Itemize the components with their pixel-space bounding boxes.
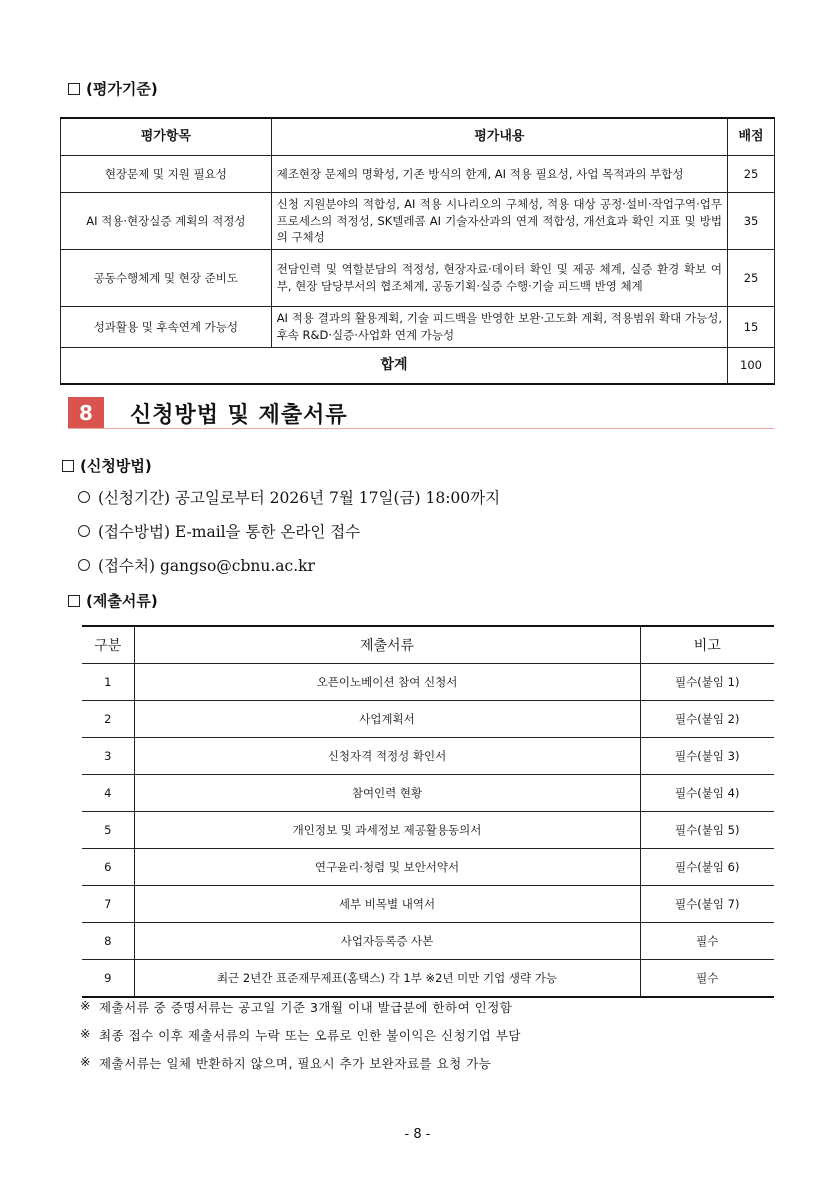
docs-row	[82, 664, 774, 701]
docs-no: 1	[82, 664, 134, 701]
docs-no: 5	[82, 812, 134, 849]
note-mark: ※	[80, 998, 91, 1013]
eval-row	[61, 307, 775, 348]
docs-heading	[68, 590, 158, 611]
eval-score: 25	[728, 156, 775, 193]
docs-no: 8	[82, 923, 134, 960]
evaluation-table	[60, 117, 775, 385]
docs-header-note: 비고	[640, 626, 774, 664]
apply-item-text: (신청기간) 공고일로부터 2026년 7월 17일(금) 18:00까지	[98, 489, 501, 507]
eval-content: 신청 지원분야의 적합성, AI 적용 시나리오의 구체성, 적용 대상 공정·설비·작업구역·업무 프로세스의 적정성, SK텔레콤 AI 기술자산과의 연계 적합성, 개선효과 확인 지표 및 방법의 구체성	[271, 193, 727, 250]
docs-no: 2	[82, 701, 134, 738]
docs-note: 필수(붙임 5)	[640, 812, 774, 849]
docs-row	[82, 812, 774, 849]
criteria-heading-text: (평가기준)	[86, 80, 158, 98]
docs-no: 3	[82, 738, 134, 775]
note-text: 제출서류는 일체 반환하지 않으며, 필요시 추가 보완자료를 요청 가능	[98, 1056, 492, 1071]
docs-note: 필수(붙임 6)	[640, 849, 774, 886]
note-item	[80, 998, 512, 1016]
checkbox-square-icon	[68, 595, 80, 607]
docs-no: 9	[82, 960, 134, 998]
docs-no: 4	[82, 775, 134, 812]
note-item	[80, 1026, 521, 1044]
apply-item-text: (접수처) gangso@cbnu.ac.kr	[98, 557, 315, 575]
eval-header-score: 배점	[728, 118, 775, 156]
eval-total-score: 100	[728, 348, 775, 385]
docs-row	[82, 849, 774, 886]
criteria-heading	[68, 78, 158, 99]
docs-row	[82, 923, 774, 960]
section-divider	[68, 428, 774, 429]
eval-content: AI 적용 결과의 활용계획, 기술 피드백을 반영한 보완·고도화 계획, 적용범위 확대 가능성, 후속 R&D·실증·사업화 연계 가능성	[271, 307, 727, 348]
note-mark: ※	[80, 1054, 91, 1069]
docs-header-no: 구분	[82, 626, 134, 664]
eval-total-label: 합계	[61, 348, 728, 385]
eval-score: 25	[728, 250, 775, 307]
eval-item: 성과활용 및 후속연계 가능성	[61, 307, 272, 348]
eval-header-row	[61, 118, 775, 156]
note-mark: ※	[80, 1026, 91, 1041]
note-text: 제출서류 중 증명서류는 공고일 기준 3개월 이내 발급분에 한하여 인정함	[98, 1000, 513, 1015]
docs-row	[82, 960, 774, 998]
apply-item	[78, 554, 315, 576]
eval-header-item: 평가항목	[61, 118, 272, 156]
apply-item-text: (접수방법) E-mail을 통한 온라인 접수	[98, 523, 361, 541]
docs-row	[82, 775, 774, 812]
eval-row	[61, 156, 775, 193]
docs-doc: 사업계획서	[134, 701, 640, 738]
eval-total-row	[61, 348, 775, 385]
eval-row	[61, 193, 775, 250]
eval-row	[61, 250, 775, 307]
note-text: 최종 접수 이후 제출서류의 누락 또는 오류로 인한 불이익은 신청기업 부담	[98, 1028, 521, 1043]
circle-bullet-icon	[78, 491, 90, 503]
circle-bullet-icon	[78, 525, 90, 537]
docs-no: 6	[82, 849, 134, 886]
apply-item	[78, 486, 500, 508]
docs-row	[82, 738, 774, 775]
docs-note: 필수	[640, 960, 774, 998]
docs-doc: 오픈이노베이션 참여 신청서	[134, 664, 640, 701]
section-number-badge: 8	[68, 397, 104, 428]
docs-note: 필수(붙임 2)	[640, 701, 774, 738]
checkbox-square-icon	[68, 83, 80, 95]
circle-bullet-icon	[78, 559, 90, 571]
note-item	[80, 1054, 491, 1072]
eval-header-content: 평가내용	[271, 118, 727, 156]
docs-doc: 최근 2년간 표준재무제표(홈택스) 각 1부 ※2년 미만 기업 생략 가능	[134, 960, 640, 998]
docs-note: 필수	[640, 923, 774, 960]
docs-header-doc: 제출서류	[134, 626, 640, 664]
docs-doc: 참여인력 현황	[134, 775, 640, 812]
docs-note: 필수(붙임 7)	[640, 886, 774, 923]
eval-item: 현장문제 및 지원 필요성	[61, 156, 272, 193]
docs-heading-text: (제출서류)	[86, 592, 158, 610]
documents-table	[82, 625, 774, 998]
apply-item	[78, 520, 360, 542]
checkbox-square-icon	[62, 460, 74, 472]
eval-item: 공동수행체계 및 현장 준비도	[61, 250, 272, 307]
docs-note: 필수(붙임 1)	[640, 664, 774, 701]
docs-row	[82, 886, 774, 923]
docs-note: 필수(붙임 3)	[640, 738, 774, 775]
docs-doc: 사업자등록증 사본	[134, 923, 640, 960]
apply-heading	[62, 455, 152, 476]
docs-header-row	[82, 626, 774, 664]
eval-score: 35	[728, 193, 775, 250]
page-number: - 8 -	[404, 1127, 431, 1142]
eval-content: 제조현장 문제의 명확성, 기존 방식의 한계, AI 적용 필요성, 사업 목적과의 부합성	[271, 156, 727, 193]
docs-doc: 신청자격 적정성 확인서	[134, 738, 640, 775]
apply-heading-text: (신청방법)	[80, 457, 152, 475]
docs-doc: 개인정보 및 과세정보 제공활용동의서	[134, 812, 640, 849]
eval-content: 전담인력 및 역할분담의 적정성, 현장자료·데이터 확인 및 제공 체계, 실증 환경 확보 여부, 현장 담당부서의 협조체계, 공동기획·실증 수행·기술 피드백 반영 체계	[271, 250, 727, 307]
docs-doc: 세부 비목별 내역서	[134, 886, 640, 923]
docs-row	[82, 701, 774, 738]
section-title: 신청방법 및 제출서류	[130, 403, 348, 428]
docs-no: 7	[82, 886, 134, 923]
docs-note: 필수(붙임 4)	[640, 775, 774, 812]
docs-doc: 연구윤리·청렴 및 보안서약서	[134, 849, 640, 886]
eval-score: 15	[728, 307, 775, 348]
eval-item: AI 적용·현장실증 계획의 적정성	[61, 193, 272, 250]
